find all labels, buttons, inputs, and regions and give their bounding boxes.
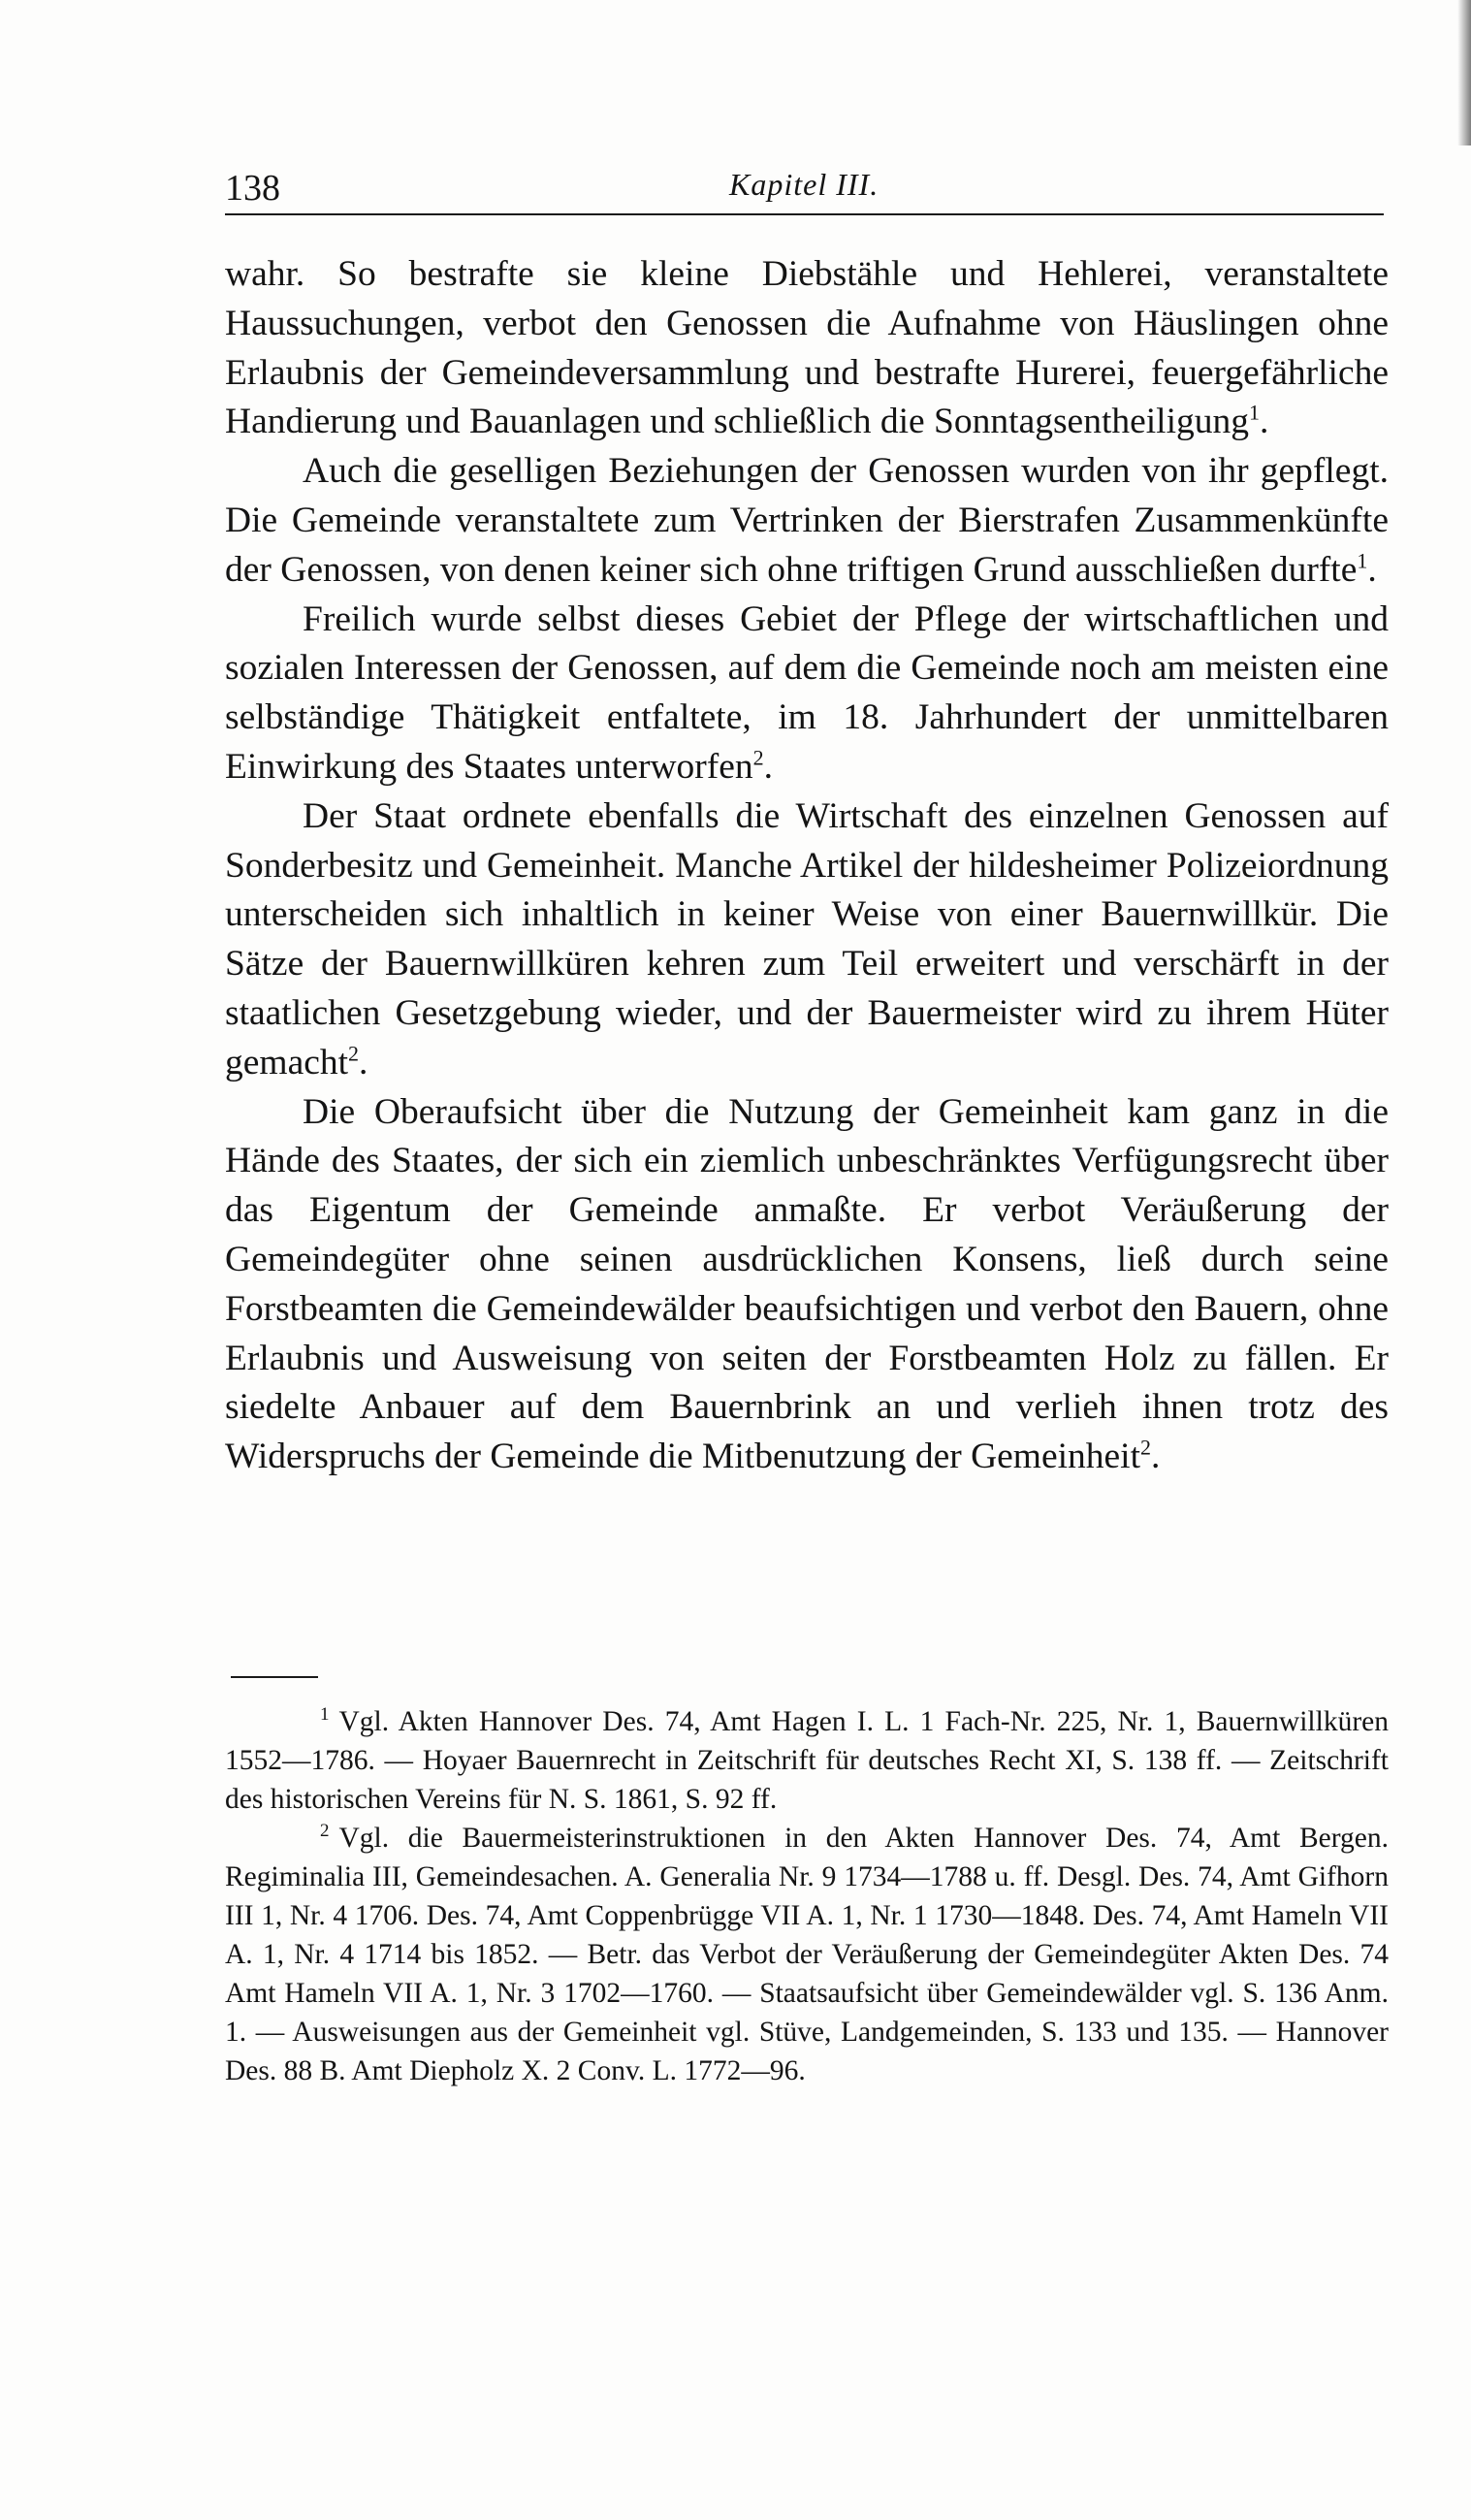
paragraph: Der Staat ordnete ebenfalls die Wirtschaft des einzelnen Genossen auf Sonderbesitz und Gemeinheit. Manche Artikel der hildesheimer Polizeiordnung unterscheiden sich inhaltlich in keiner Weise von einer Bauernwillkür. Die Sätze der Bauernwillküren kehren zum Teil erweitert und verschärft in der staatlichen Gesetzgebung wieder, und der Bauermeister wird zu ihrem Hüter gemacht$^2$. (225, 795, 1389, 1082)
footnote (225, 1702, 1389, 1819)
body-text (225, 250, 1389, 1482)
page-number: 138 (225, 168, 280, 209)
footnote-text: Vgl. Akten Hannover Des. 74, Amt Hagen I. L. 1 Fach-Nr. 225, Nr. 1, Bauernwillküren 1552—1786. — Hoyaer Bauernrecht in Zeitschrift für deutsches Recht XI, S. 138 ff. — Zeitschrift des historischen Vereins für N. S. 1861, S. 92 ff. (225, 1706, 1389, 1815)
footnote-reference: 1 (1357, 548, 1368, 573)
paragraph: Freilich wurde selbst dieses Gebiet der Pflege der wirtschaftlichen und sozialen Interessen der Genossen, auf dem die Gemeinde noch am meisten eine selbständige Thätigkeit entfaltete, im 18. Jahrhundert der unmittelbaren Einwirkung des Staates unterworfen$^2$. (225, 598, 1389, 787)
paragraph: Die Oberaufsicht über die Nutzung der Gemeinheit kam ganz in die Hände des Staates, der sich ein ziemlich unbeschränktes Verfügungsrecht über das Eigentum der Gemeinde anmaßte. Er verbot Veräußerung der Gemeindegüter ohne seinen ausdrücklichen Konsens, ließ durch seine Forstbeamten die Gemeindewälder beaufsichtigen und verbot den Bauern, ohne Erlaubnis und Ausweisung von seiten der Forstbeamten Holz zu fällen. Er siedelte Anbauer auf dem Bauernbrink an und verlieh ihnen trotz des Widerspruchs der Gemeinde die Mitbenutzung der Gemeinheit$^2$. (225, 1091, 1389, 1477)
footnote-mark: 2 (320, 1821, 330, 1842)
footnote-reference: 2 (1140, 1435, 1152, 1460)
footnote-mark: 1 (320, 1704, 330, 1726)
paragraph: wahr. So bestrafte sie kleine Diebstähle und Hehlerei, veranstaltete Haussuchungen, verbot den Genossen die Aufnahme von Häuslingen ohne Erlaubnis der Gemeindeversammlung und bestrafte Hurerei, feuergefährliche Handierung und Bauanlagen und schließlich die Sonntagsentheiligung$^1$. (225, 254, 1389, 442)
footnote-text: Vgl. die Bauermeisterinstruktionen in den Akten Hannover Des. 74, Amt Bergen. Regiminalia III, Gemeindesachen. A. Generalia Nr. 9 1734—1788 u. ff. Desgl. Des. 74, Amt Gifhorn III 1, Nr. 4 1706. Des. 74, Amt Coppenbrügge VII A. 1, Nr. 1 1730—1848. Des. 74, Amt Hameln VII A. 1, Nr. 4 1714 bis 1852. — Betr. das Verbot der Veräußerung der Gemeindegüter Akten Des. 74 Amt Hameln VII A. 1, Nr. 3 1702—1760. — Staatsaufsicht über Gemeindewälder vgl. S. 136 Anm. 1. — Ausweisungen aus der Gemeinheit vgl. Stüve, Landgemeinden, S. 133 und 135. — Hannover Des. 88 B. Amt Diepholz X. 2 Conv. L. 1772—96. (225, 1823, 1389, 2086)
footnote (225, 1819, 1389, 2090)
footnote-reference: 1 (1249, 400, 1261, 425)
scan-edge-shadow (1457, 0, 1471, 145)
footnote-divider (231, 1676, 318, 1678)
footnote-reference: 2 (752, 745, 764, 770)
running-head: Kapitel III. (729, 167, 879, 202)
page-header (225, 163, 1384, 215)
footnotes (225, 1702, 1389, 2090)
paragraph: Auch die geselligen Beziehungen der Genossen wurden von ihr gepflegt. Die Gemeinde veranstaltete zum Vertrinken der Bierstrafen Zusammenkünfte der Genossen, von denen keiner sich ohne triftigen Grund ausschließen durfte$^1$. (225, 451, 1389, 590)
footnote-reference: 2 (348, 1041, 360, 1066)
